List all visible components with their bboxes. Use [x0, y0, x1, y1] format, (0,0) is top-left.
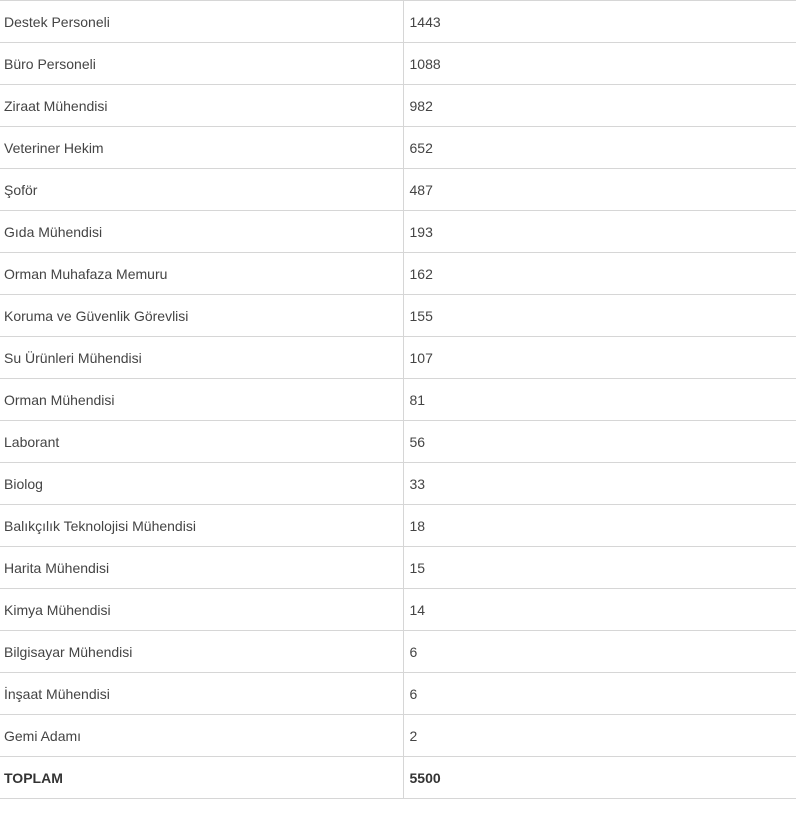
table-body: [0, 1, 796, 799]
role-cell: İnşaat Mühendisi: [0, 673, 403, 715]
table-row: [0, 589, 796, 631]
role-cell: Kimya Mühendisi: [0, 589, 403, 631]
table-row: [0, 253, 796, 295]
count-cell: 162: [403, 253, 796, 295]
role-cell: Büro Personeli: [0, 43, 403, 85]
count-cell: 81: [403, 379, 796, 421]
count-cell: 18: [403, 505, 796, 547]
table-row: [0, 715, 796, 757]
role-cell: Bilgisayar Mühendisi: [0, 631, 403, 673]
table-row: [0, 169, 796, 211]
role-cell: Şoför: [0, 169, 403, 211]
count-cell: 14: [403, 589, 796, 631]
table-row: [0, 379, 796, 421]
table-row: [0, 85, 796, 127]
total-row: [0, 757, 796, 799]
count-cell: 982: [403, 85, 796, 127]
role-cell: Destek Personeli: [0, 1, 403, 43]
role-cell: Su Ürünleri Mühendisi: [0, 337, 403, 379]
role-cell: Laborant: [0, 421, 403, 463]
table-row: [0, 631, 796, 673]
table-row: [0, 1, 796, 43]
role-cell: Veteriner Hekim: [0, 127, 403, 169]
table-row: [0, 547, 796, 589]
role-cell: Balıkçılık Teknolojisi Mühendisi: [0, 505, 403, 547]
table-row: [0, 421, 796, 463]
table-row: [0, 505, 796, 547]
role-cell: Orman Muhafaza Memuru: [0, 253, 403, 295]
table-row: [0, 295, 796, 337]
role-cell: Harita Mühendisi: [0, 547, 403, 589]
total-label: TOPLAM: [0, 757, 403, 799]
role-cell: Gemi Adamı: [0, 715, 403, 757]
table-row: [0, 211, 796, 253]
role-cell: Biolog: [0, 463, 403, 505]
total-count: 5500: [403, 757, 796, 799]
role-cell: Koruma ve Güvenlik Görevlisi: [0, 295, 403, 337]
count-cell: 56: [403, 421, 796, 463]
count-cell: 193: [403, 211, 796, 253]
count-cell: 107: [403, 337, 796, 379]
role-cell: Orman Mühendisi: [0, 379, 403, 421]
role-cell: Ziraat Mühendisi: [0, 85, 403, 127]
count-cell: 6: [403, 631, 796, 673]
count-cell: 155: [403, 295, 796, 337]
count-cell: 15: [403, 547, 796, 589]
count-cell: 2: [403, 715, 796, 757]
count-cell: 1443: [403, 1, 796, 43]
table-row: [0, 43, 796, 85]
table-row: [0, 463, 796, 505]
table-row: [0, 673, 796, 715]
role-cell: Gıda Mühendisi: [0, 211, 403, 253]
count-cell: 33: [403, 463, 796, 505]
table-row: [0, 127, 796, 169]
table-row: [0, 337, 796, 379]
count-cell: 1088: [403, 43, 796, 85]
count-cell: 487: [403, 169, 796, 211]
count-cell: 6: [403, 673, 796, 715]
count-cell: 652: [403, 127, 796, 169]
